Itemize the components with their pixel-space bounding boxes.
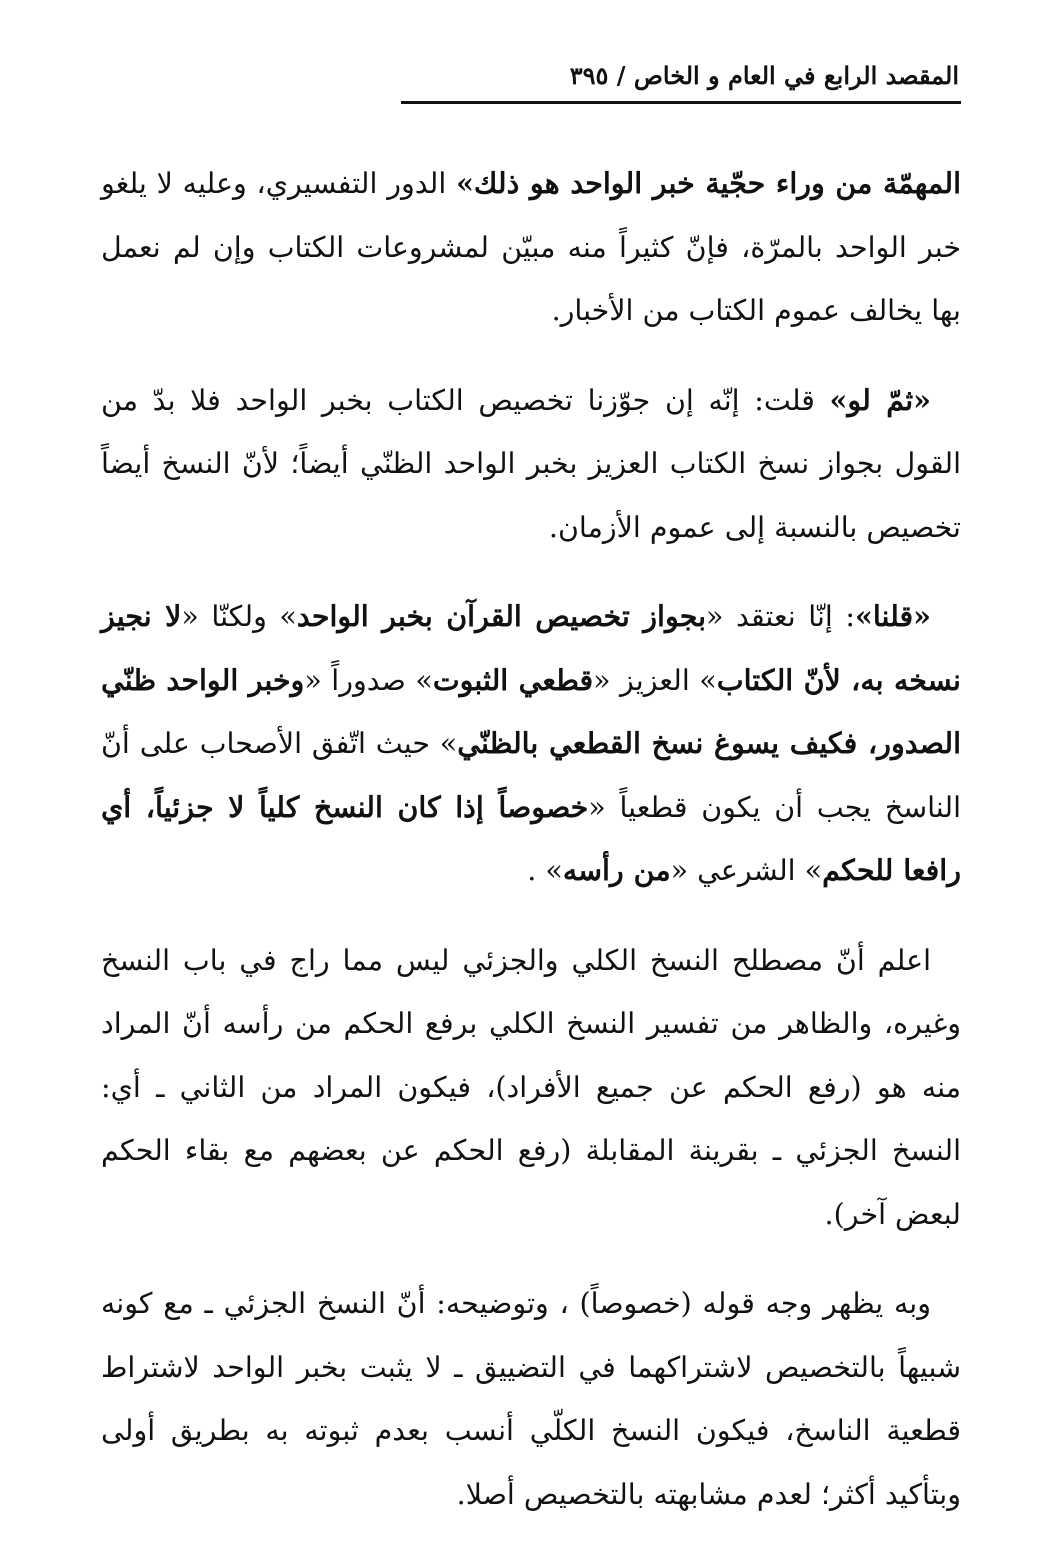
text-run: : إنّا نعتقد « xyxy=(706,600,856,633)
bold-text-run: بجواز تخصيص القرآن بخبر الواحد xyxy=(296,599,707,633)
text-run: قلت: إنّه إن جوّزنا تخصيص الكتاب بخبر الواحد فلا بدّ من القول بجواز نسخ الكتاب العزيز بخبر الواحد الظنّي أيضاً؛ لأنّ النسخ أيضاً تخصيص بالنسبة إلى عموم الأزمان. xyxy=(101,383,961,544)
text-run: » الشرعي « xyxy=(670,854,823,887)
bold-text-run: وخبر الواحد ظنّي الصدور، فكيف يسوغ نسخ القطعي بالظنّي xyxy=(101,662,961,760)
bold-text-run: خصوصاً إذا كان النسخ كلياً لا جزئياً، أي رافعا للحكم xyxy=(101,789,961,887)
bold-text-run: «قلنا» xyxy=(855,599,931,633)
bold-text-run: «ثمّ لو» xyxy=(829,382,931,417)
text-run: الدور التفسيري، وعليه لا يلغو خبر الواحد بالمرّة، فإنّ كثيراً منه مبيّن لمشروعات الكتاب وإن لم نعمل بها يخالف عموم الكتاب من الأخبار. xyxy=(101,167,961,327)
text-run: » العزيز « xyxy=(593,663,717,697)
bold-text-run: قطعي الثبوت xyxy=(432,662,594,697)
bold-text-run: من رأسه xyxy=(562,853,671,887)
text-run: » ولكنّا « xyxy=(181,600,297,633)
paragraph-3 xyxy=(101,585,961,903)
paragraph-1 xyxy=(101,152,961,343)
paragraph-5 xyxy=(101,1272,961,1526)
running-header: المقصد الرابع في العام و الخاص / ٣٩٥ xyxy=(569,61,959,90)
text-run: اعلم أنّ مصطلح النسخ الكلي والجزئي ليس مما راج في باب النسخ وغيره، والظاهر من تفسير النسخ الكلي برفع الحكم من رأسه أنّ المراد منه هو (رفع الحكم عن جميع الأفراد)، فيكون المراد من الثاني ـ أي: النسخ الجزئي ـ بقرينة المقابلة (رفع الحكم عن بعضهم مع بقاء الحكم لبعض آخر). xyxy=(101,943,961,1231)
text-run: » حيث اتّفق الأصحاب على أنّ الناسخ يجب أن يكون قطعياً « xyxy=(101,727,961,824)
header-divider xyxy=(401,101,961,104)
paragraph-4 xyxy=(101,929,961,1247)
text-run: » . xyxy=(527,854,563,887)
bold-text-run: لا نجيز نسخه به، لأنّ الكتاب xyxy=(101,599,961,697)
paragraph-2 xyxy=(101,369,961,560)
bold-text-run: المهمّة من وراء حجّية خبر الواحد هو ذلك» xyxy=(456,166,961,200)
body-text xyxy=(101,152,961,1552)
text-run: » صدوراً « xyxy=(304,663,433,697)
text-run: وبه يظهر وجه قوله (خصوصاً) ، وتوضيحه: أنّ النسخ الجزئي ـ مع كونه شبيهاً بالتخصيص لاشتراكهما في التضييق ـ لا يثبت بخبر الواحد لاشتراط قطعية الناسخ، فيكون النسخ الكلّي أنسب بعدم ثبوته به بطريق أولى وبتأكيد أكثر؛ لعدم مشابهته بالتخصيص أصلا. xyxy=(101,1287,961,1511)
